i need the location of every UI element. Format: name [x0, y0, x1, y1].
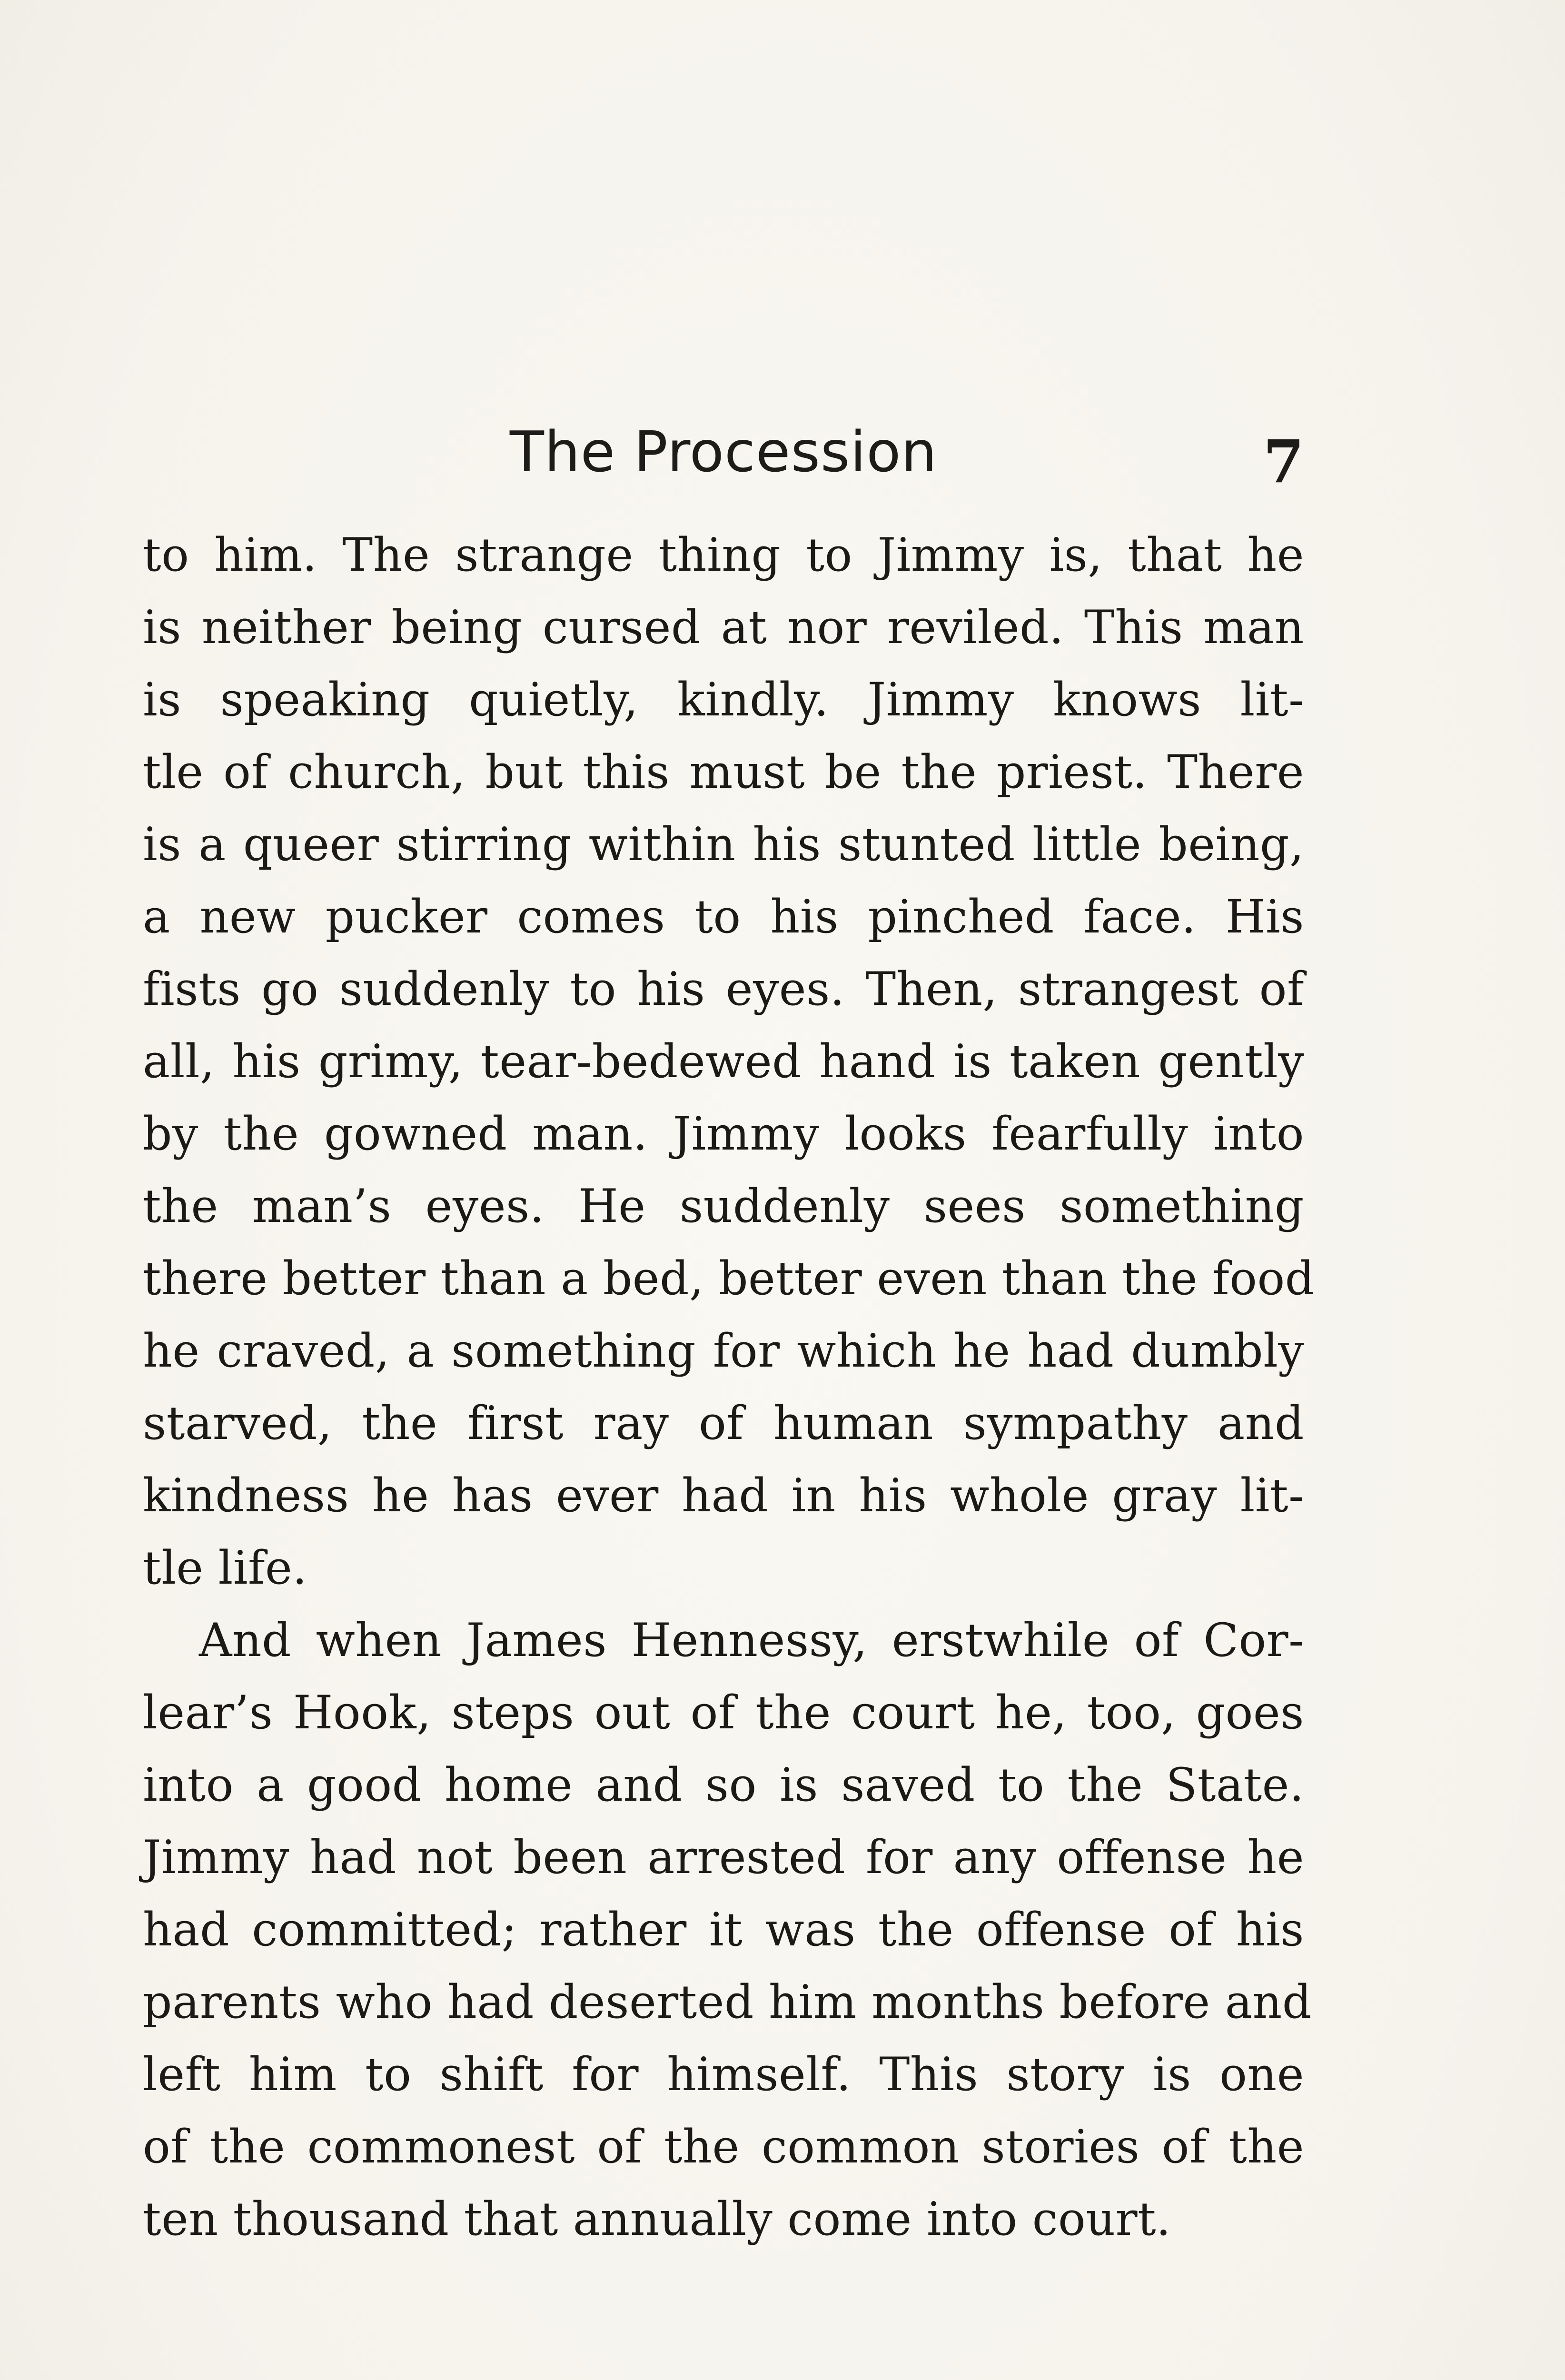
body-text	[143, 519, 1315, 2255]
text-line: by the gowned man. Jimmy looks fearfully into	[143, 1107, 1304, 1160]
text-line: is a queer stirring within his stunted little being,	[143, 818, 1304, 871]
text-line: fists go suddenly to his eyes. Then, strangest of	[143, 962, 1304, 1016]
running-title: The Procession	[509, 419, 938, 485]
page-number: 7	[1263, 427, 1304, 496]
text-line: is speaking quietly, kindly. Jimmy knows lit-	[143, 673, 1304, 726]
text-line: lear’s Hook, steps out of the court he, too, goes	[143, 1686, 1304, 1739]
text-line: tle of church, but this must be the priest. There	[143, 745, 1304, 799]
text-line: a new pucker comes to his pinched face. His	[143, 890, 1304, 943]
text-line: ten thousand that annually come into court.	[143, 2192, 1171, 2246]
text-line: to him. The strange thing to Jimmy is, that he	[143, 528, 1304, 582]
text-line: he craved, a something for which he had dumbly	[143, 1324, 1304, 1378]
text-line: all, his grimy, tear-bedewed hand is taken gently	[143, 1035, 1304, 1088]
text-line: there better than a bed, better even than the food	[143, 1252, 1315, 1305]
text-line: tle life.	[143, 1541, 307, 1595]
text-line: is neither being cursed at nor reviled. This man	[143, 601, 1304, 654]
text-line: the man’s eyes. He suddenly sees something	[143, 1180, 1304, 1233]
paragraph-1	[143, 519, 1315, 1604]
text-line: starved, the first ray of human sympathy and	[143, 1397, 1304, 1450]
text-line: of the commonest of the common stories of the	[143, 2120, 1304, 2173]
running-head	[143, 419, 1304, 495]
text-line: Jimmy had not been arrested for any offense he	[143, 1831, 1304, 1884]
text-line: left him to shift for himself. This story is one	[143, 2048, 1304, 2101]
text-line: And when James Hennessy, erstwhile of Cor-	[199, 1614, 1304, 1667]
text-line: had committed; rather it was the offense of his	[143, 1903, 1304, 1956]
text-line: parents who had deserted him months before and	[143, 1975, 1312, 2029]
paragraph-2	[143, 1604, 1312, 2255]
text-line: into a good home and so is saved to the State.	[143, 1758, 1304, 1812]
text-line: kindness he has ever had in his whole gray lit-	[143, 1469, 1304, 1522]
